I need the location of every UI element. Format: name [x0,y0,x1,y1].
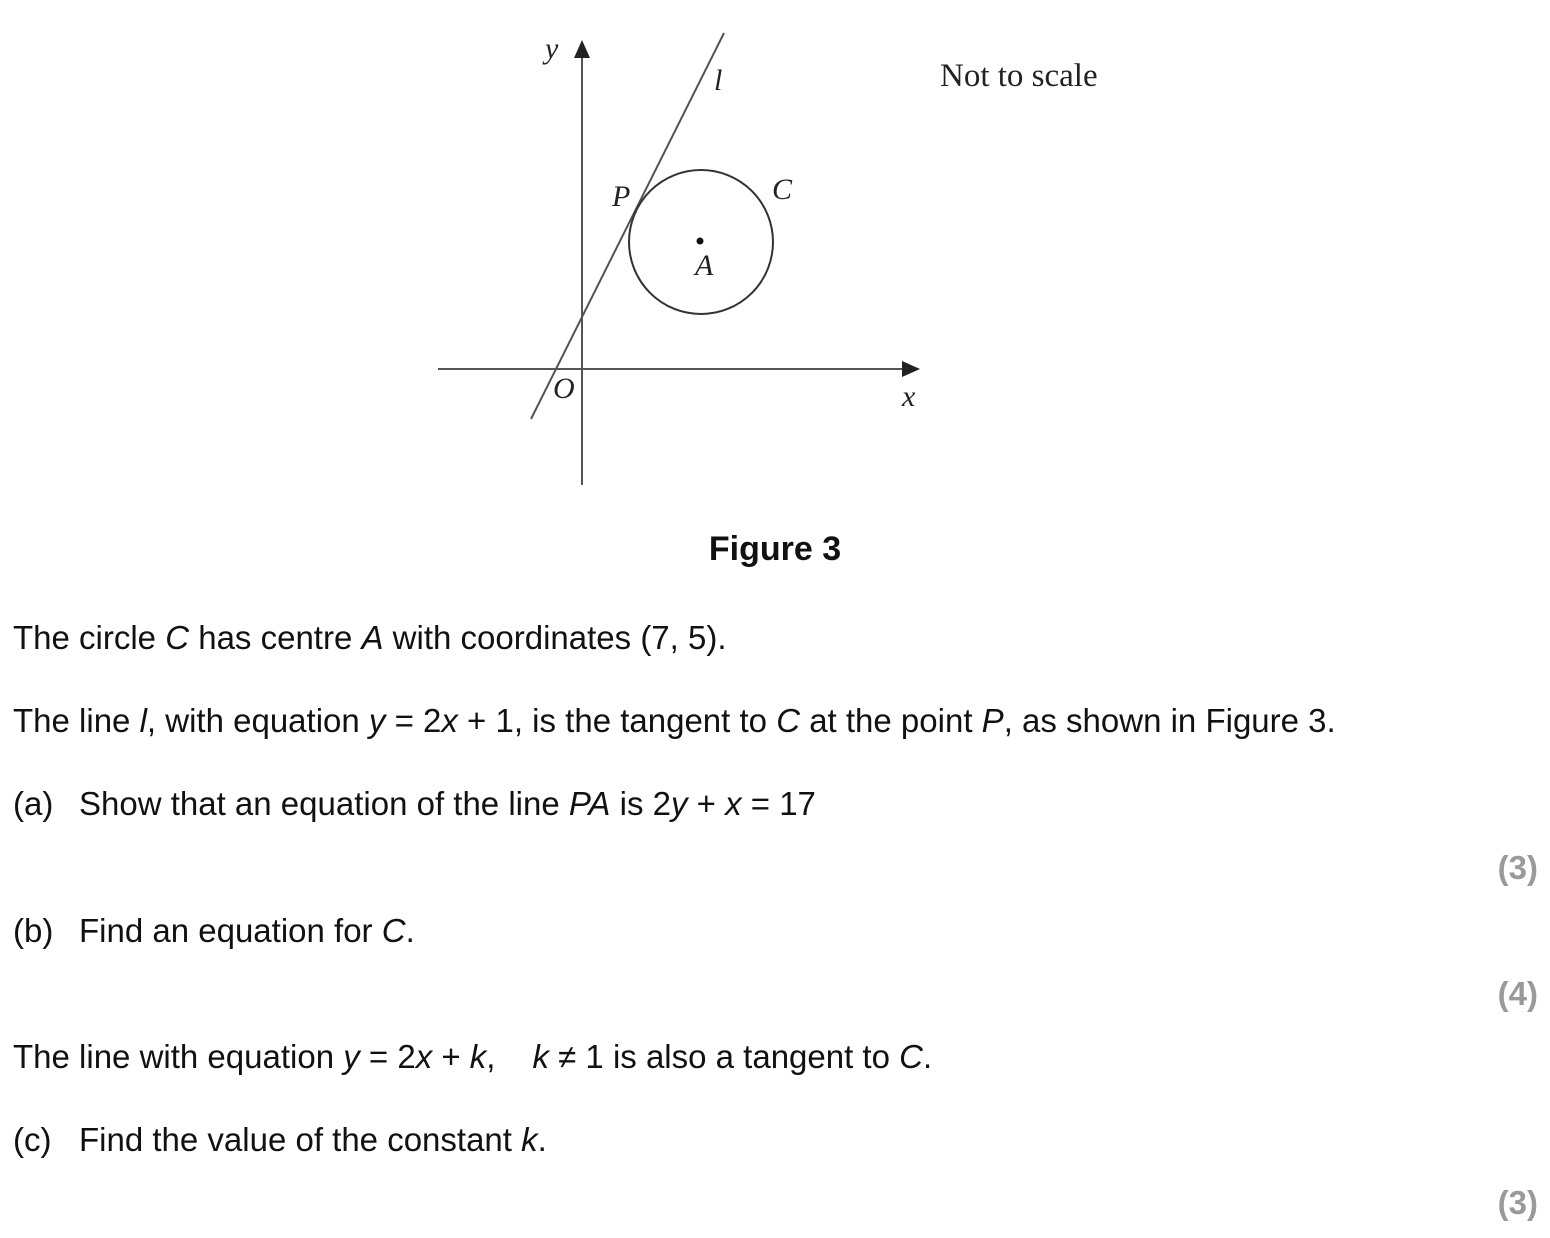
statement-tangent: The line l, with equation y = 2x + 1, is the tangent to C at the point P, as shown in Figure 3. [13,702,1336,739]
axis-x-label: x [902,380,916,413]
not-to-scale-note: Not to scale [940,58,1098,94]
statement-second-tangent: The line with equation y = 2x + k, k ≠ 1 is also a tangent to C. [13,1038,933,1075]
axis-y-label: y [545,32,559,65]
circle-c-label: C [772,173,793,206]
tangent-line-l [531,33,724,419]
y-axis-arrow [574,40,590,58]
figure-caption: Figure 3 [708,530,842,568]
origin-label: O [553,372,575,405]
part-b-marks: (4) [1497,975,1538,1012]
part-a-question: (a) Show that an equation of the line PA is 2y + x = 17 [13,785,816,822]
figure-3-diagram [0,0,1550,520]
point-p-label: P [612,180,631,213]
centre-a-label: A [695,249,714,282]
part-a-label: (a) [13,785,54,822]
part-b-label: (b) [13,912,54,949]
part-c-question: (c) Find the value of the constant k. [13,1121,547,1158]
part-a-marks: (3) [1497,849,1538,886]
line-l-label: l [714,64,723,97]
statement-circle: The circle C has centre A with coordinates (7, 5). [13,619,727,656]
part-c-label: (c) [13,1121,52,1158]
part-b-question: (b) Find an equation for C. [13,912,415,949]
centre-a-dot [697,238,704,245]
x-axis-arrow [902,361,920,377]
part-c-marks: (3) [1497,1184,1538,1221]
